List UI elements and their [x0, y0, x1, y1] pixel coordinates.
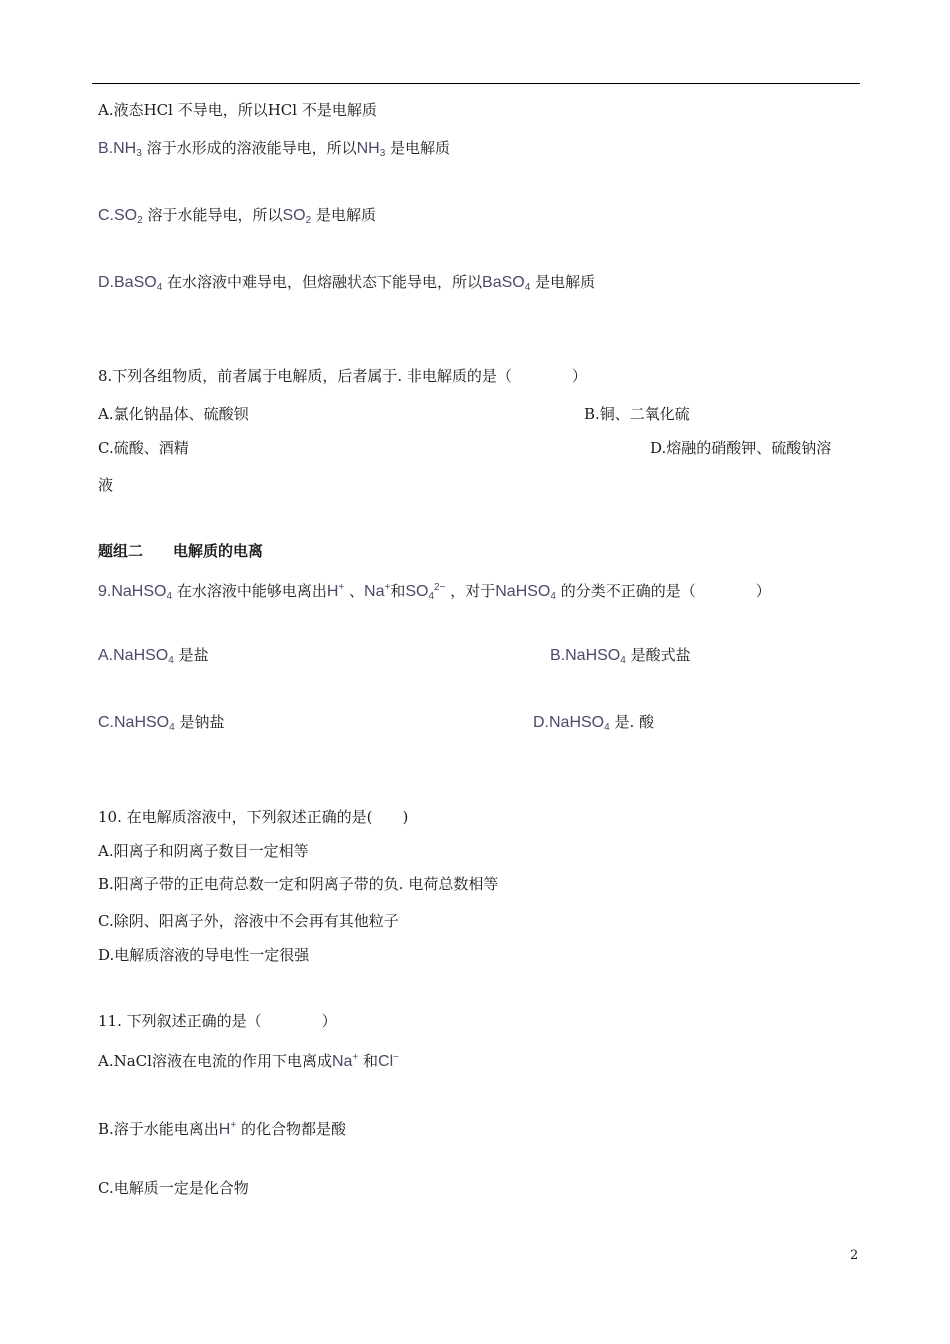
q7-d-label: D. — [98, 274, 114, 291]
q7-c-text1: 溶于水能导电，所以 — [147, 206, 283, 224]
formula-nahso4: NaHSO$_4$ — [495, 583, 556, 602]
formula-nahso4: NaHSO$_4$ — [111, 583, 173, 602]
page-number: 2 — [850, 1248, 859, 1263]
q7-c-text2: 是电解质 — [315, 206, 376, 224]
q10-option-b: B.阳离子带的正电荷总数一定和阴离子带的负. 电荷总数相等 — [98, 875, 499, 893]
q9-and: 和 — [390, 582, 406, 600]
ion-h: H+ — [326, 582, 345, 600]
q7-option-a: A.液态HCl 不导电，所以HCl 不是电解质 — [98, 101, 377, 119]
q8-option-d-continued: 液 — [98, 476, 114, 494]
q9-text1: 在水溶液中能够电离出 — [176, 582, 327, 600]
q11-option-b — [98, 1116, 346, 1140]
q11-b-text2: 的化合物都是酸 — [240, 1120, 346, 1138]
formula-so2: $SO_2$ — [282, 207, 312, 226]
q9-stem — [98, 578, 771, 607]
q9-d-text: 是. 酸 — [614, 713, 655, 731]
q8-option-b: B.铜、二氧化硫 — [584, 405, 690, 423]
q9-d-label: D. — [533, 714, 549, 731]
q9-text3: 的分类不正确的是（ ） — [560, 582, 771, 600]
q11-stem: 11. 下列叙述正确的是（ ） — [98, 1012, 337, 1030]
q7-b-text1: 溶于水形成的溶液能导电，所以 — [146, 139, 357, 157]
header-rule — [92, 83, 860, 84]
ion-na: Na+ — [331, 1052, 359, 1070]
q8-option-a: A.氯化钠晶体、硫酸钡 — [98, 405, 249, 423]
q9-c-text: 是钠盐 — [179, 713, 225, 731]
q9-option-d — [533, 712, 654, 738]
q7-d-text2: 是电解质 — [535, 273, 596, 291]
group-label: 题组二 — [98, 542, 144, 560]
q9-b-label: B. — [550, 647, 566, 664]
q8-stem: 8.下列各组物质，前者属于电解质，后者属于. 非电解质的是（ ） — [98, 367, 587, 385]
q7-d-text1: 在水溶液中难导电，但熔融状态下能导电，所以 — [167, 273, 483, 291]
ion-so4: $SO_4^{2-}$ — [405, 582, 446, 602]
q11-a-text: A.NaCl溶液在电流的作用下电离成 — [98, 1052, 332, 1070]
q9-a-text: 是盐 — [178, 646, 209, 664]
q9-b-text: 是酸式盐 — [630, 646, 691, 664]
q8-option-d: D.熔融的硝酸钾、硫酸钠溶 — [650, 439, 832, 457]
q11-option-c: C.电解质一定是化合物 — [98, 1179, 249, 1197]
formula-nahso4: NaHSO$_4$ — [565, 647, 626, 666]
formula-nahso4: NaHSO$_4$ — [113, 647, 174, 666]
ion-na: Na+ — [364, 582, 391, 600]
ion-cl: Cl− — [378, 1052, 399, 1070]
q9-a-label: A. — [98, 647, 114, 664]
q10-option-c: C.除阴、阳离子外，溶液中不会再有其他粒子 — [98, 912, 399, 930]
q7-b-label: B. — [98, 140, 114, 157]
q11-a-and: 和 — [363, 1052, 379, 1070]
formula-baso4: BaSO$_4$ — [114, 274, 163, 293]
q9-number: 9. — [98, 583, 112, 600]
q7-c-label: C. — [98, 207, 114, 224]
formula-nahso4: NaHSO$_4$ — [114, 714, 175, 733]
q8-option-c: C.硫酸、酒精 — [98, 439, 189, 457]
q10-stem: 10. 在电解质溶液中，下列叙述正确的是( ) — [98, 808, 409, 826]
q11-option-a — [98, 1048, 399, 1072]
q9-option-a — [98, 645, 209, 671]
q10-option-d: D.电解质溶液的导电性一定很强 — [98, 946, 310, 964]
q9-sep: 、 — [349, 582, 365, 600]
q11-b-text1: B.溶于水能电离出 — [98, 1120, 219, 1138]
q9-text2: ，对于 — [450, 582, 496, 600]
formula-nh3: $NH_3$ — [356, 140, 386, 159]
q7-option-d — [98, 272, 595, 298]
ion-h: H+ — [218, 1120, 237, 1138]
group-heading — [98, 541, 263, 561]
q9-c-label: C. — [98, 714, 114, 731]
formula-nahso4: NaHSO$_4$ — [549, 714, 610, 733]
q9-option-b — [550, 645, 691, 671]
group-title: 电解质的电离 — [173, 542, 264, 560]
formula-baso4: BaSO$_4$ — [482, 274, 531, 293]
q9-option-c — [98, 712, 224, 738]
q7-option-c — [98, 205, 376, 231]
q10-option-a: A.阳离子和阴离子数目一定相等 — [98, 842, 309, 860]
q7-b-text2: 是电解质 — [390, 139, 451, 157]
formula-nh3: $NH_3$ — [113, 140, 142, 159]
formula-so2: $SO_2$ — [114, 207, 143, 226]
q7-option-b — [98, 138, 450, 164]
